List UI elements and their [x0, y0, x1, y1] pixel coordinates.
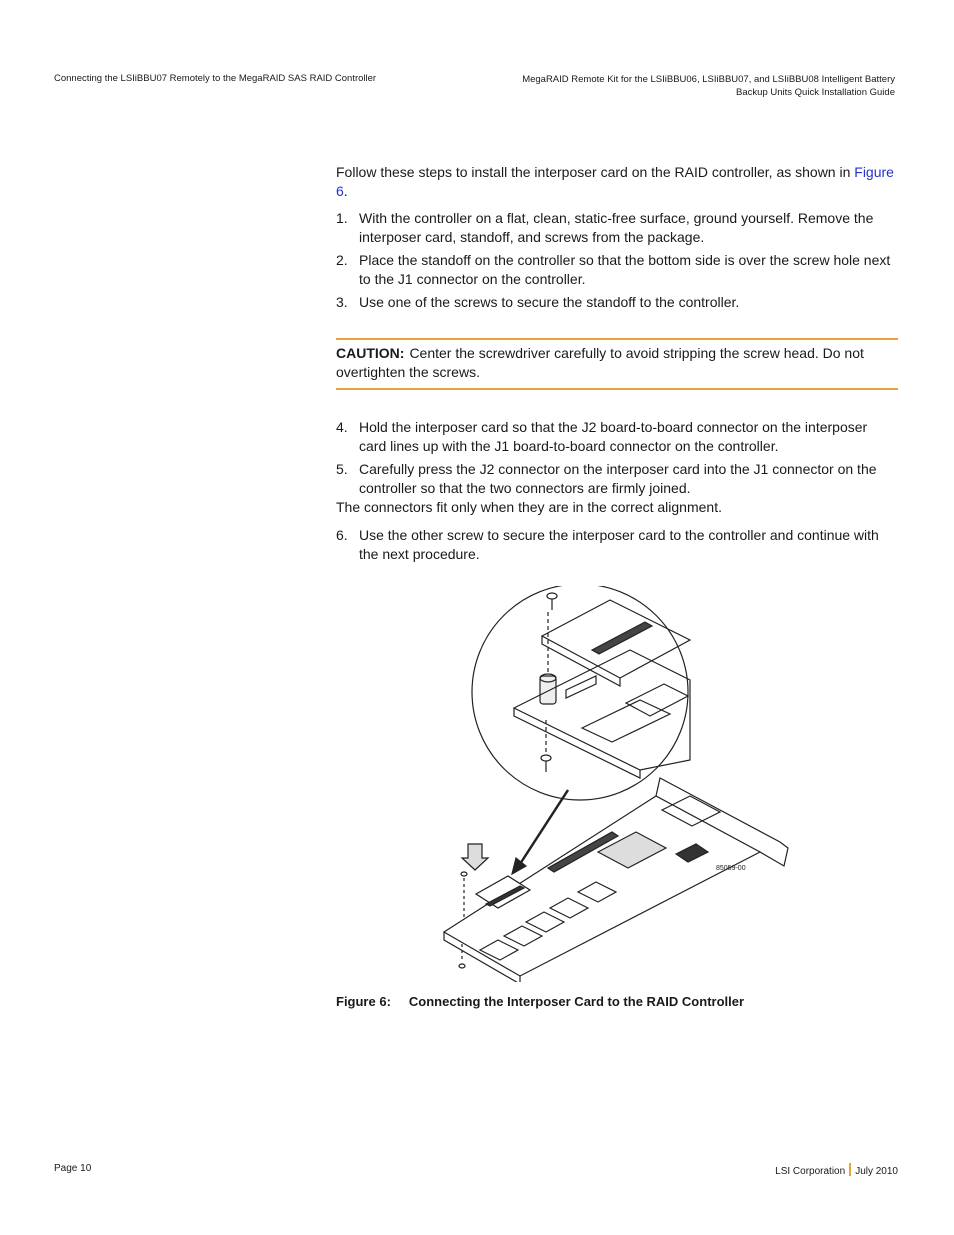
figure-6-illustration: [440, 586, 800, 982]
caution-text: Center the screwdriver carefully to avoid stripping the screw head. Do not overtighten the screws.: [336, 345, 864, 380]
step-text: Carefully press the J2 connector on the interposer card into the J1 connector on the controller so that the two connectors are firmly joined.: [359, 461, 877, 496]
step-text: Place the standoff on the controller so that the bottom side is over the screw hole next to the J1 connector on the controller.: [359, 252, 891, 287]
intro-end: .: [343, 183, 348, 199]
raid-controller-board: [444, 778, 788, 982]
figure-caption-title: Connecting the Interposer Card to the RAID Controller: [408, 994, 745, 1009]
steps-list-3: [336, 526, 898, 564]
screw-icon: [459, 964, 465, 968]
step-number: 2.: [336, 252, 348, 268]
running-header-right: [522, 73, 895, 99]
step-number: 5.: [336, 461, 348, 477]
step-5: [336, 460, 898, 498]
part-number-label: 85059-00: [716, 865, 746, 872]
running-header-right-line1: MegaRAID Remote Kit for the LSIiBBU06, LSIiBBU07, and LSIiBBU08 Intelligent Battery: [522, 74, 895, 85]
steps-list-1: [336, 209, 898, 312]
detail-magnifier: [472, 586, 690, 800]
down-arrow-icon: [462, 844, 488, 870]
intro-text: Follow these steps to install the interposer card on the RAID controller, as shown in: [336, 164, 851, 180]
step-number: 1.: [336, 210, 348, 226]
step-number: 4.: [336, 419, 348, 435]
step-5-note: The connectors fit only when they are in the correct alignment.: [336, 499, 722, 515]
running-header-right-line2: Backup Units Quick Installation Guide: [736, 87, 895, 98]
figure-caption-label: Figure 6:: [336, 994, 391, 1009]
step-number: 6.: [336, 527, 348, 543]
figure-caption: [336, 994, 744, 1009]
step-text: Use one of the screws to secure the standoff to the controller.: [359, 294, 740, 310]
main-content: [336, 163, 898, 564]
step-text: Use the other screw to secure the interposer card to the controller and continue with the next procedure.: [359, 527, 879, 562]
running-header-left: Connecting the LSIiBBU07 Remotely to the MegaRAID SAS RAID Controller: [54, 73, 377, 84]
step-6: [336, 526, 898, 564]
step-1: [336, 209, 898, 247]
footer-date: July 2010: [855, 1166, 898, 1177]
footer-divider: [849, 1163, 851, 1176]
footer-company: LSI Corporation: [775, 1166, 846, 1177]
step-2: [336, 251, 898, 289]
intro-paragraph: [336, 163, 898, 201]
footer-page-number: Page 10: [54, 1163, 92, 1174]
step-3: [336, 293, 898, 312]
steps-list-2: [336, 418, 898, 498]
step-text: With the controller on a flat, clean, static-free surface, ground yourself. Remove the interposer card, standoff, and screws from the package.: [359, 210, 874, 245]
step-4: [336, 418, 898, 456]
caution-box: [336, 338, 898, 390]
footer-right: [775, 1163, 898, 1177]
screw-icon: [461, 872, 467, 876]
caution-label: CAUTION:: [336, 345, 405, 361]
step-number: 3.: [336, 294, 348, 310]
figure-6-link[interactable]: Figure 6: [336, 164, 894, 199]
step-text: Hold the interposer card so that the J2 board-to-board connector on the interposer card lines up with the J1 board-to-board connector on the controller.: [359, 419, 868, 454]
